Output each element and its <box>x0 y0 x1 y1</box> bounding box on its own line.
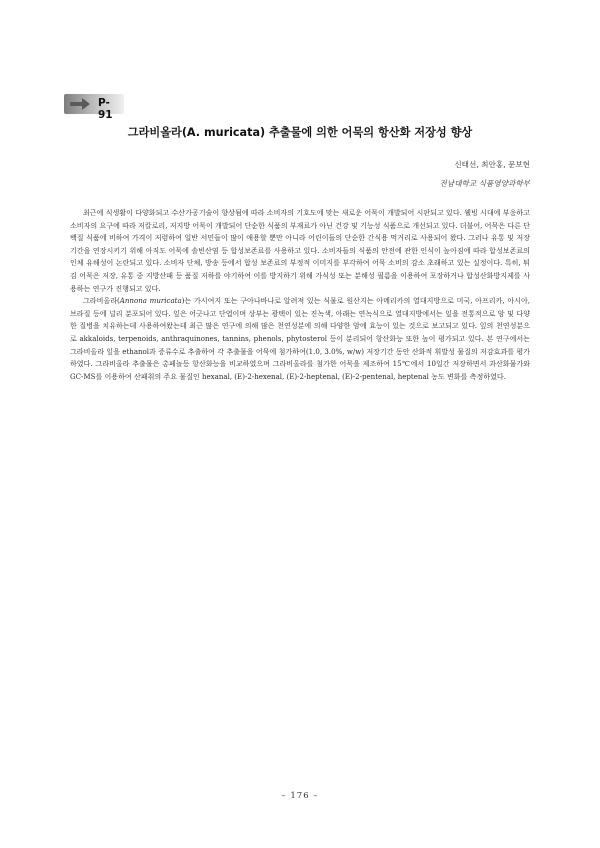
session-badge <box>64 94 124 121</box>
paragraph-text: 그라비올라( <box>83 296 120 306</box>
abstract-paragraph-1: 최근에 식생활이 다양화되고 수산가공기술이 향상됨에 따라 소비자의 기호도에 맞는 새로운 어묵이 개발되어 시판되고 있다. 웰빙 시대에 부응하고 소비자의 요구에 따라 저칼로리, 저지방 어묵이 개발되어 단순한 식품의 부재료가 아닌 건강 및 기능성 식품으로 개선되고 있다. 더불어, 어묵은 다른 단백질 식품에 비하여 가격이 저렴하여 일반 서민들이 많이 애용할 뿐만 아니라 어린이들의 단순한 간식용 먹거리로 사용되어 왔다. 그러나 유통 및 저장기간을 연장시키기 위해 아직도 어묵에 솔빈산염 등 합성보존료를 사용하고 있다. 소비자들의 식품의 안전에 관한 인식이 높아짐에 따라 합성보존료의 인체 유해성이 논란되고 있다. 소비자 단체, 방송 등에서 합성 보존료의 부정적 이미지를 부각하여 어묵 소비의 감소 초래하고 있는 실정이다. 특히, 튀김 어묵은 저장, 유통 중 지방산패 등 품질 저하를 야기하여 이를 방지하기 위해 가식성 또는 분해성 필름을 이용하여 포장하거나 합성산화방지제를 사용하는 연구가 진행되고 있다. <box>70 208 530 293</box>
poster-code: P-91 <box>98 97 113 121</box>
paragraph-text: )는 가시여지 또는 구아나바나로 알려져 있는 식물로 원산지는 아메리카의 열대지방으로 미국, 아프리카, 아시아, 브라질 등에 널리 분포되어 있다. 잎은 어긋나고 단엽이며 상부는 광택이 있는 진녹색, 아래는 연녹식으로 열대지방에서는 잎을 전통적으로 암 및 다양한 질병을 치유하는데 사용하여왔는데 최근 많은 연구에 의해 많은 천연성분에 의해 다양한 암에 효능이 있는 것으로 보고되고 있다. 잎의 천연성분으로 akkaloids, terpenoids, anthraquinones, tannins, phenols, phytosterol 등이 분리되어 항산화능 또한 높이 평가되고 있다. 본 연구에서는 그라비올라 잎을 ethanol과 증류수로 추출하여 각 추출물을 어묵에 첨가하여(1.0, 3.0%, w/w) 저장기간 동안 산화적 휘발성 물질의 저감효과를 평가하였다. 그라비올라 추출물은 총페놀등 항산화능을 비교하였으며 그라비올라를 첨가한 어묵을 제조하여 15℃에서 10일간 저장하면서 과산화물가와 GC-MS를 이용하여 산패취의 주요 물질인 hexanal, (E)-2-hexenal, (E)-2-heptenal, (E)-2-pentenal, heptenal 농도 변화를 측정하였다. <box>70 296 530 381</box>
abstract-body <box>70 207 530 383</box>
arrow-icon <box>70 98 90 110</box>
page-number: – 176 – <box>281 791 319 801</box>
author-list: 신태선, 최안홍, 문보현 <box>454 160 530 169</box>
paper-title: 그라비올라(A. muricata) 추출물에 의한 어묵의 항산화 저장성 향상 <box>127 126 473 139</box>
abstract-paragraph-2 <box>70 295 530 383</box>
affiliation: 전남대학교 식품영양과학부 <box>439 179 530 188</box>
species-name: Annona muricata <box>119 296 182 306</box>
